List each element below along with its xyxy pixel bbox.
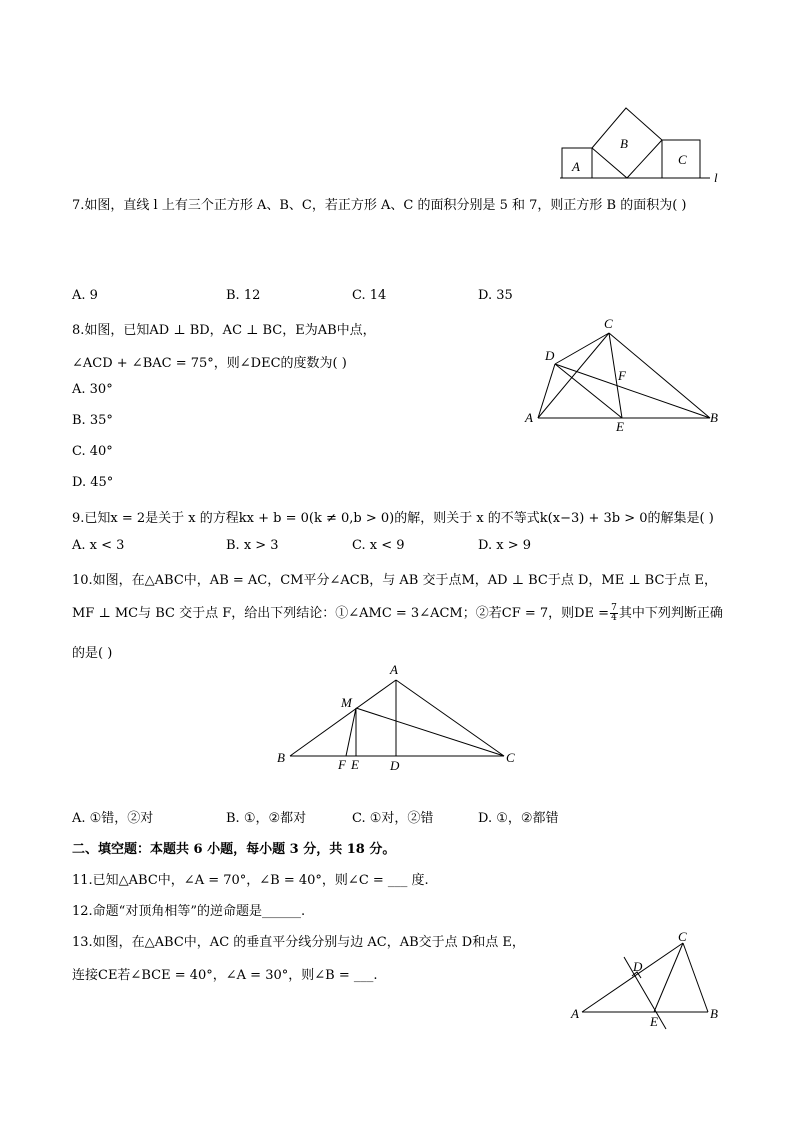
q7-option-a[interactable]: A. 9 (72, 288, 98, 303)
q10-line3: 的是( ) (72, 646, 113, 661)
label-d: D (545, 348, 555, 363)
label-d: D (633, 959, 643, 974)
label-e: E (650, 1014, 658, 1029)
q8-option-b[interactable]: B. 35° (72, 413, 113, 428)
q13-line1: 13.如图，在△ABC中，AC 的垂直平分线分别与边 AC，AB交于点 D和点 E， (72, 935, 525, 950)
q10-line2 (72, 602, 723, 623)
label-a: A (390, 662, 398, 677)
q8-line1: 8.如图，已知AD ⊥ BD，AC ⊥ BC，E为AB中点， (72, 323, 376, 338)
q9-option-b[interactable]: B. x > 3 (226, 538, 279, 553)
label-d: D (390, 758, 400, 773)
label-a: A (572, 159, 580, 174)
q10-option-c[interactable]: C. ①对，②错 (352, 811, 434, 826)
label-b: B (277, 750, 285, 765)
q7-stem: 7.如图，直线 l 上有三个正方形 A、B、C，若正方形 A、C 的面积分别是 5 和 7，则正方形 B 的面积为( ) (72, 198, 687, 213)
q7-option-d[interactable]: D. 35 (478, 288, 513, 303)
q10-option-d[interactable]: D. ①，②都错 (478, 811, 559, 826)
label-m: M (341, 695, 352, 710)
q9-option-a[interactable]: A. x < 3 (72, 538, 125, 553)
label-b: B (710, 410, 718, 425)
label-l: l (714, 170, 718, 185)
fraction-denominator: 4 (611, 613, 617, 623)
fraction-numerator: 7 (611, 603, 617, 613)
q9-option-c[interactable]: C. x < 9 (352, 538, 405, 553)
q10-line2-part1: MF ⊥ MC与 BC 交于点 F，给出下列结论：①∠AMC = 3∠ACM；②若CF = 7，则DE = (72, 606, 610, 621)
q10-option-a[interactable]: A. ①错，②对 (72, 811, 154, 826)
q13-figure (566, 925, 736, 1035)
label-c: C (604, 316, 613, 331)
q7-option-b[interactable]: B. 12 (226, 288, 261, 303)
q8-option-c[interactable]: C. 40° (72, 444, 113, 459)
q8-option-d[interactable]: D. 45° (72, 475, 114, 490)
q8-option-a[interactable]: A. 30° (72, 382, 113, 397)
label-c: C (678, 152, 687, 167)
label-e: E (616, 419, 624, 434)
label-c: C (506, 750, 515, 765)
q13-line2: 连接CE若∠BCE = 40°，∠A = 30°，则∠B = ___. (72, 968, 378, 983)
label-f: F (618, 368, 626, 383)
label-f: F (338, 757, 346, 772)
q10-line1: 10.如图，在△ABC中，AB = AC，CM平分∠ACB，与 AB 交于点M，AD ⊥ BC于点 D，ME ⊥ BC于点 E， (72, 573, 718, 588)
section-heading: 二、填空题：本题共 6 小题，每小题 3 分，共 18 分。 (72, 842, 396, 857)
q10-line2-part2: 其中下列判断正确 (618, 606, 723, 621)
q8-line2: ∠ACD + ∠BAC = 75°，则∠DEC的度数为( ) (72, 356, 347, 371)
q7-figure (550, 100, 730, 190)
label-a: A (525, 410, 533, 425)
q7-option-c[interactable]: C. 14 (352, 288, 387, 303)
label-e: E (351, 757, 359, 772)
q10-option-b[interactable]: B. ①，②都对 (226, 811, 307, 826)
label-b: B (710, 1006, 718, 1021)
label-a: A (571, 1006, 579, 1021)
q8-figure (520, 312, 730, 437)
fraction (610, 604, 618, 623)
label-b: B (620, 136, 628, 151)
q11-stem: 11.已知△ABC中，∠A = 70°，∠B = 40°，则∠C = ___ 度. (72, 873, 429, 888)
label-c: C (678, 929, 687, 944)
q12-stem: 12.命题“对顶角相等”的逆命题是______. (72, 904, 306, 919)
q9-option-d[interactable]: D. x > 9 (478, 538, 531, 553)
q9-stem: 9.已知x = 2是关于 x 的方程kx + b = 0(k ≠ 0,b > 0)的解，则关于 x 的不等式k(x−3) + 3b > 0的解集是( ) (72, 511, 714, 526)
q10-figure (272, 660, 522, 775)
